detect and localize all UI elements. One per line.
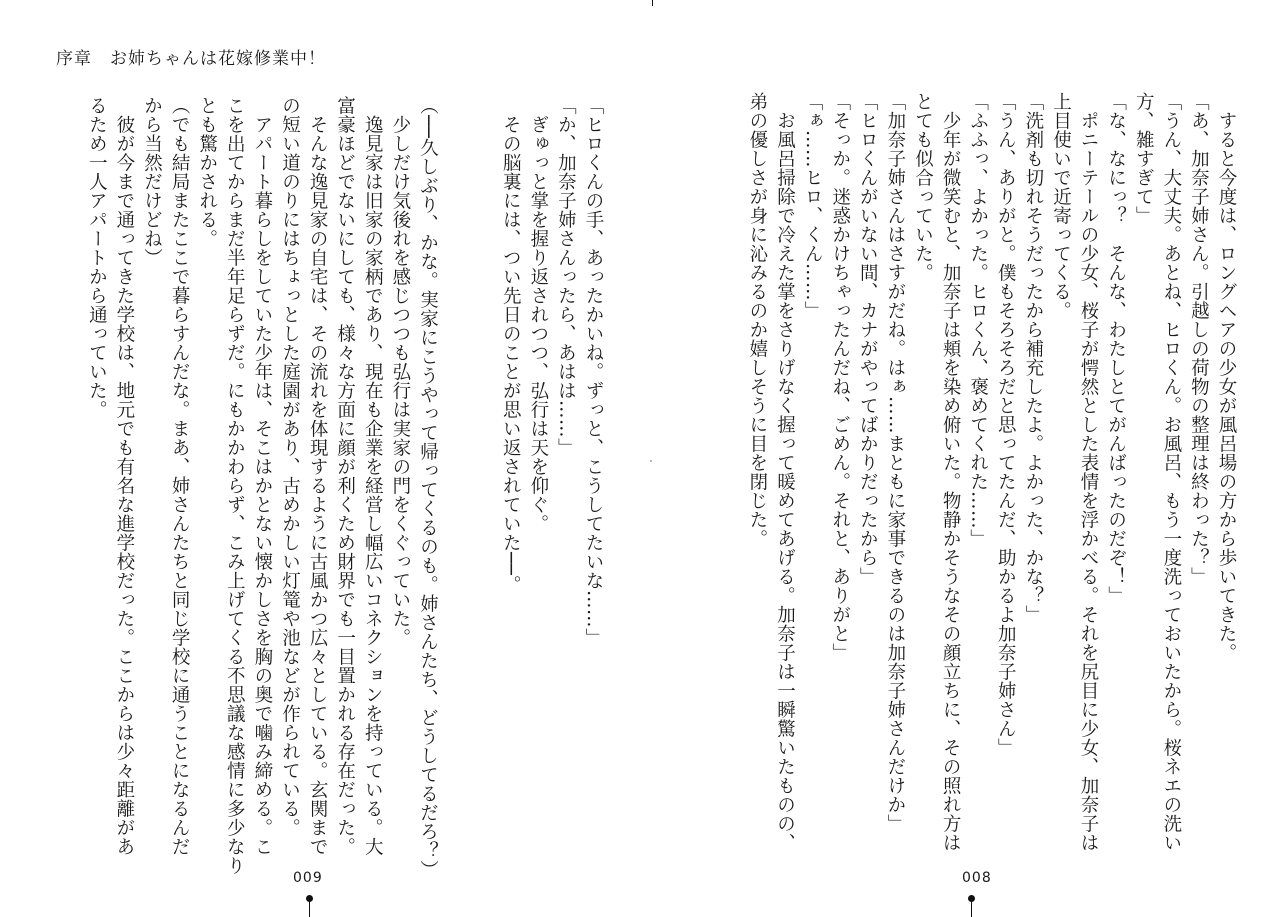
text-line: 「ふふっ、よかった。ヒロくん、褒めてくれた……」	[967, 92, 989, 548]
text-line: 「加奈子姉さんはさすがだね。はぁ……まともに家事できるのは加奈子姉さんだけか」	[884, 92, 906, 833]
text-line: 「か、加奈子姉さんったら、あはは……」	[555, 96, 577, 457]
text-line: 逸見家は旧家の家柄であり、現在も企業を経営し幅広いコネクションを持っている。大	[362, 96, 384, 856]
text-line: その脳裏には、つい先日のことが思い返されていた──。	[500, 96, 522, 595]
text-line: 「そっか。迷惑かけちゃったんだね、ごめん。それと、ありがと」	[829, 92, 851, 662]
text-line: 「洗剤も切れそうだったから補充したよ。よかった、かな？」	[1022, 92, 1044, 624]
text-line: とても似合っていた。	[912, 92, 934, 282]
text-line: ぎゅっと掌を握り返されつつ、弘行は天を仰ぐ。	[527, 96, 549, 533]
text-line: 上目使いで近寄ってくる。	[1050, 92, 1072, 320]
text-line: るため一人アパートから通っていた。	[86, 96, 108, 419]
text-line: から当然だけどね）	[141, 96, 163, 267]
gutter-dot	[650, 460, 652, 462]
chapter-title: 序章 お姉ちゃんは花嫁修業中！	[56, 49, 326, 69]
text-line: （でも結局またここで暮らすんだな。まあ、姉さんたちと同じ学校に通うことになるんだ	[169, 96, 191, 856]
text-line: アパート暮らしをしていた少年は、そこはかとない懐かしさを胸の奥で噛み締める。こ	[251, 96, 273, 856]
text-line: 「うん、ありがと。僕もそろそろだと思ってたんだ、助かるよ加奈子姉さん」	[995, 92, 1017, 757]
gutter-tick-mark	[652, 0, 653, 6]
right-page-body	[743, 92, 1240, 882]
text-line: 「ヒロくんがいない間、カナがやってばかりだったから」	[857, 92, 879, 586]
text-line: 彼が今まで通ってきた学校は、地元でも有名な進学校だった。ここからは少々距離があ	[113, 96, 135, 856]
text-line: 方、雑すぎて」	[1133, 92, 1155, 225]
text-line: の短い道のりにはちょっとした庭園があり、古めかしい灯篭や池などが作られている。	[279, 96, 301, 837]
text-line: 弟の優しさが身に沁みるのか嬉しそうに目を閉じた。	[746, 92, 768, 548]
text-line: そんな逸見家の自宅は、その流れを体現するように古風かつ広々としている。玄関まで	[307, 96, 329, 856]
text-line	[441, 96, 469, 881]
text-line: 「あ、加奈子姉さん。引越しの荷物の整理は終わった？」	[1188, 92, 1210, 586]
text-line: ポニーテールの少女、桜子が愕然とした表情を浮かべる。それを尻目に少女、加奈子は	[1078, 92, 1100, 852]
right-page	[640, 0, 1280, 917]
text-line: 「な、なにっ？ そんな、わたしとてがんばったのだぞ！」	[1105, 92, 1127, 605]
text-line: 少しだけ気後れを感じつつも弘行は実家の門をくぐっていた。	[389, 96, 411, 647]
text-line: （──久しぶり、かな。実家にこうやって帰ってくるのも。姉さんたち、どうしてるだろ？）	[417, 96, 439, 880]
left-page-body	[83, 96, 607, 881]
trim-mark-line	[971, 898, 972, 917]
text-line: とも驚かされる。	[196, 96, 218, 248]
text-line: お風呂掃除で冷えた掌をさりげなく握って暖めてあげる。加奈子は一瞬驚いたものの、	[774, 92, 796, 852]
text-line: 「ヒロくんの手、あったかいね。ずっと、こうしてたいな……」	[583, 96, 604, 647]
text-line: 少年が微笑むと、加奈子は頬を染め俯いた。物静かそうなその顔立ちに、その照れ方は	[940, 92, 962, 852]
page-number-left: 009	[293, 870, 323, 886]
page-number-right: 008	[962, 870, 992, 886]
text-line: こを出てからまだ半年足らずだ。にもかかわらず、こみ上げてくる不思議な感情に多少なり	[224, 96, 246, 875]
text-line: 「うん、大丈夫。あとね、ヒロくん。お風呂、もう一度洗っておいたから。桜ネエの洗い	[1160, 92, 1182, 852]
text-line: 「ぁ……ヒロ、くん……」	[802, 92, 824, 320]
text-line: すると今度は、ロングヘアの少女が風呂場の方から歩いてきた。	[1216, 92, 1237, 662]
text-line: 富豪ほどでないにしても、様々な方面に顔が利くため財界でも一目置かれる存在だった。	[334, 96, 356, 856]
trim-mark-line	[309, 898, 310, 917]
text-line	[469, 96, 497, 881]
